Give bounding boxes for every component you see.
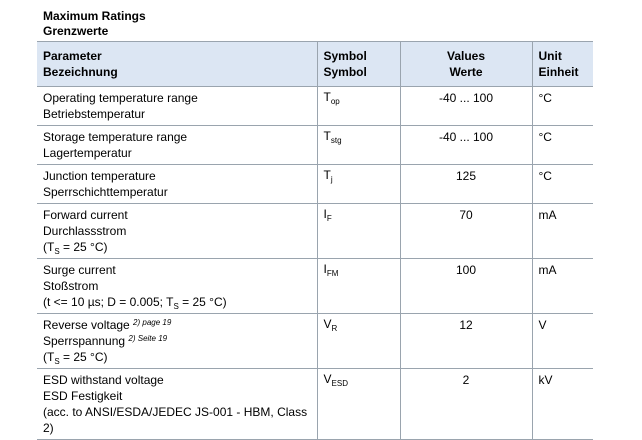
table-heading — [43, 9, 146, 39]
symbol-subscript: op — [330, 97, 340, 106]
table-header — [37, 42, 593, 87]
value-cell: 12 — [400, 314, 532, 369]
symbol-subscript: ESD — [331, 379, 348, 388]
param-en: Junction temperature — [43, 169, 156, 183]
symbol-cell — [317, 314, 400, 369]
condition-text: = 25 °C) — [59, 240, 108, 254]
param-cell — [37, 126, 317, 165]
symbol-main: V — [323, 372, 332, 386]
header-parameter — [37, 42, 317, 87]
param-de: Sperrschichttemperatur — [43, 185, 168, 199]
symbol-main: T — [323, 129, 331, 143]
header-symbol-en: Symbol — [323, 49, 367, 63]
unit-cell: V — [532, 314, 593, 369]
header-symbol-de: Symbol — [323, 65, 367, 79]
param-de: Stoßstrom — [43, 279, 99, 293]
symbol-cell — [317, 87, 400, 126]
unit-cell: mA — [532, 204, 593, 259]
param-de — [43, 333, 311, 349]
symbol-subscript: R — [331, 324, 338, 333]
table-row — [37, 314, 593, 369]
symbol-cell — [317, 126, 400, 165]
param-cell — [37, 204, 317, 259]
param-de: Durchlassstrom — [43, 224, 127, 238]
condition-text: = 25 °C) — [59, 350, 108, 364]
condition-text: (t <= 10 µs; D = 0.005; T — [43, 295, 174, 309]
condition-text: (T — [43, 240, 55, 254]
symbol-main: T — [323, 90, 331, 104]
param-en: Surge current — [43, 263, 116, 277]
symbol-main: I — [323, 207, 327, 221]
param-de-text: Sperrspannung — [43, 334, 129, 348]
symbol-cell — [317, 165, 400, 204]
value-cell: -40 ... 100 — [400, 87, 532, 126]
footnote-reference: 2) page 19 — [133, 318, 172, 327]
value-cell: -40 ... 100 — [400, 126, 532, 165]
value-cell: 70 — [400, 204, 532, 259]
value-cell: 2 — [400, 369, 532, 440]
param-de: Lagertemperatur — [43, 146, 132, 160]
symbol-subscript: j — [330, 175, 333, 184]
symbol-subscript: FM — [326, 269, 339, 278]
unit-cell: kV — [532, 369, 593, 440]
param-de: ESD Festigkeit — [43, 389, 123, 403]
unit-cell: °C — [532, 87, 593, 126]
condition-text: (T — [43, 350, 55, 364]
header-values-de: Werte — [449, 65, 483, 79]
param-condition — [43, 349, 311, 365]
condition-text: = 25 °C) — [178, 295, 227, 309]
footnote-reference: 2) Seite 19 — [128, 334, 168, 343]
value-cell: 125 — [400, 165, 532, 204]
heading-subtitle: Grenzwerte — [43, 24, 109, 38]
header-values-en: Values — [446, 49, 486, 63]
param-cell — [37, 87, 317, 126]
symbol-main: T — [323, 168, 331, 182]
table-row — [37, 259, 593, 314]
header-unit — [532, 42, 593, 87]
param-cell — [37, 165, 317, 204]
param-en — [43, 317, 311, 333]
heading-title: Maximum Ratings — [43, 9, 146, 23]
param-de: Betriebstemperatur — [43, 107, 146, 121]
symbol-cell — [317, 259, 400, 314]
param-cell — [37, 314, 317, 369]
unit-cell: mA — [532, 259, 593, 314]
param-en-text: Reverse voltage — [43, 318, 134, 332]
value-cell: 100 — [400, 259, 532, 314]
param-en: ESD withstand voltage — [43, 373, 164, 387]
table-row — [37, 369, 593, 440]
condition-subscript: S — [54, 357, 60, 366]
symbol-main: I — [323, 262, 327, 276]
param-condition: (acc. to ANSI/ESDA/JEDEC JS-001 - HBM, Class 2) — [43, 405, 308, 435]
symbol-subscript: F — [326, 214, 332, 223]
header-values — [400, 42, 532, 87]
param-condition — [43, 239, 311, 255]
header-parameter-en: Parameter — [43, 49, 102, 63]
header-parameter-de: Bezeichnung — [43, 65, 118, 79]
symbol-main: V — [323, 317, 332, 331]
param-en: Forward current — [43, 208, 128, 222]
param-cell — [37, 259, 317, 314]
symbol-cell — [317, 369, 400, 440]
symbol-cell — [317, 204, 400, 259]
param-cell — [37, 369, 317, 440]
header-unit-de: Einheit — [538, 65, 579, 79]
maximum-ratings-table — [37, 41, 593, 440]
unit-cell: °C — [532, 165, 593, 204]
param-en: Operating temperature range — [43, 91, 198, 105]
table-row — [37, 204, 593, 259]
param-condition — [43, 294, 311, 310]
header-symbol — [317, 42, 400, 87]
condition-subscript: S — [173, 302, 179, 311]
unit-cell: °C — [532, 126, 593, 165]
param-en: Storage temperature range — [43, 130, 188, 144]
symbol-subscript: stg — [330, 136, 342, 145]
table-row — [37, 87, 593, 126]
header-unit-en: Unit — [538, 49, 562, 63]
table-row — [37, 126, 593, 165]
table-row — [37, 165, 593, 204]
condition-subscript: S — [54, 247, 60, 256]
